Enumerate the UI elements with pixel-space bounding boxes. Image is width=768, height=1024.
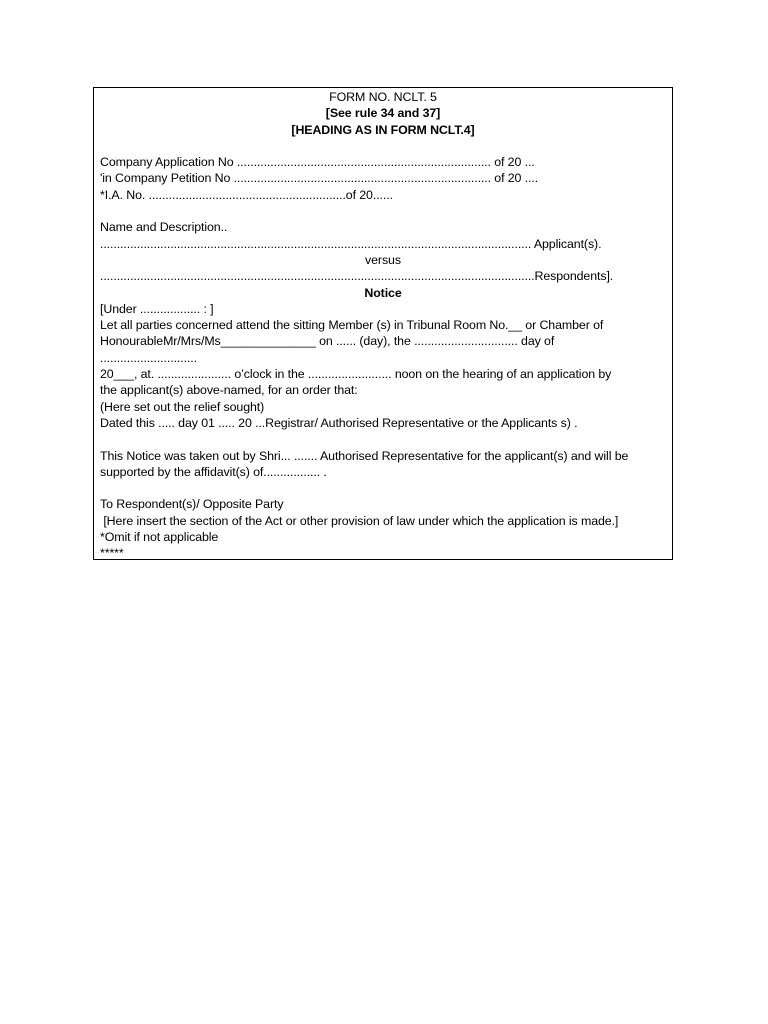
versus-label: versus <box>365 252 401 267</box>
respondents-line: ..................................................................................................................................Respondents]. <box>100 269 614 284</box>
insert-section-line: [Here insert the section of the Act or other provision of law under which the application is made.] <box>100 513 619 528</box>
notice-body-line-4: 20___, at. ...................... o’clock in the ......................... noon on the hearing of an application by <box>100 367 612 382</box>
rule-reference: [See rule 34 and 37] <box>325 106 441 121</box>
applicant-line: ................................................................................................................................. Applicant(s). <box>100 236 602 251</box>
form-title: FORM NO. NCLT. 5 <box>329 90 437 104</box>
name-description-label: Name and Description.. <box>100 220 228 235</box>
spacer <box>100 203 666 219</box>
to-respondent-line: To Respondent(s)/ Opposite Party <box>100 497 284 512</box>
spacer <box>100 431 666 447</box>
spacer <box>100 138 666 154</box>
dated-line: Dated this ..... day 01 ..... 20 ...Registrar/ Authorised Representative or the Applicants s) . <box>100 415 578 430</box>
omit-note: *Omit if not applicable <box>100 530 219 545</box>
spacer <box>100 480 666 496</box>
heading-reference: [HEADING AS IN FORM NCLT.4] <box>291 122 475 137</box>
notice-body-line-3: ............................. <box>100 350 197 365</box>
company-application-line: Company Application No ............................................................................ of 20 ... <box>100 155 535 170</box>
notice-title: Notice <box>364 285 402 300</box>
taken-out-line-2: supported by the affidavit(s) of................. . <box>100 464 327 479</box>
relief-line: (Here set out the relief sought) <box>100 399 265 414</box>
notice-body-line-1: Let all parties concerned attend the sitting Member (s) in Tribunal Room No.__ or Chamber of <box>100 318 604 333</box>
end-stars: ***** <box>100 546 124 561</box>
notice-body-line-2: HonourableMr/Mrs/Ms______________ on ...... (day), the ............................... day of <box>100 334 555 349</box>
notice-body-line-5: the applicant(s) above-named, for an order that: <box>100 383 358 398</box>
company-petition-line: 'in Company Petition No ............................................................................. of 20 .... <box>100 171 539 186</box>
form-nclt5 <box>93 87 673 560</box>
taken-out-line-1: This Notice was taken out by Shri... ....... Authorised Representative for the applicant(s) and will be <box>100 448 629 463</box>
under-line: [Under .................. : ] <box>100 301 214 316</box>
ia-number-line: *I.A. No. ...........................................................of 20...... <box>100 187 393 202</box>
